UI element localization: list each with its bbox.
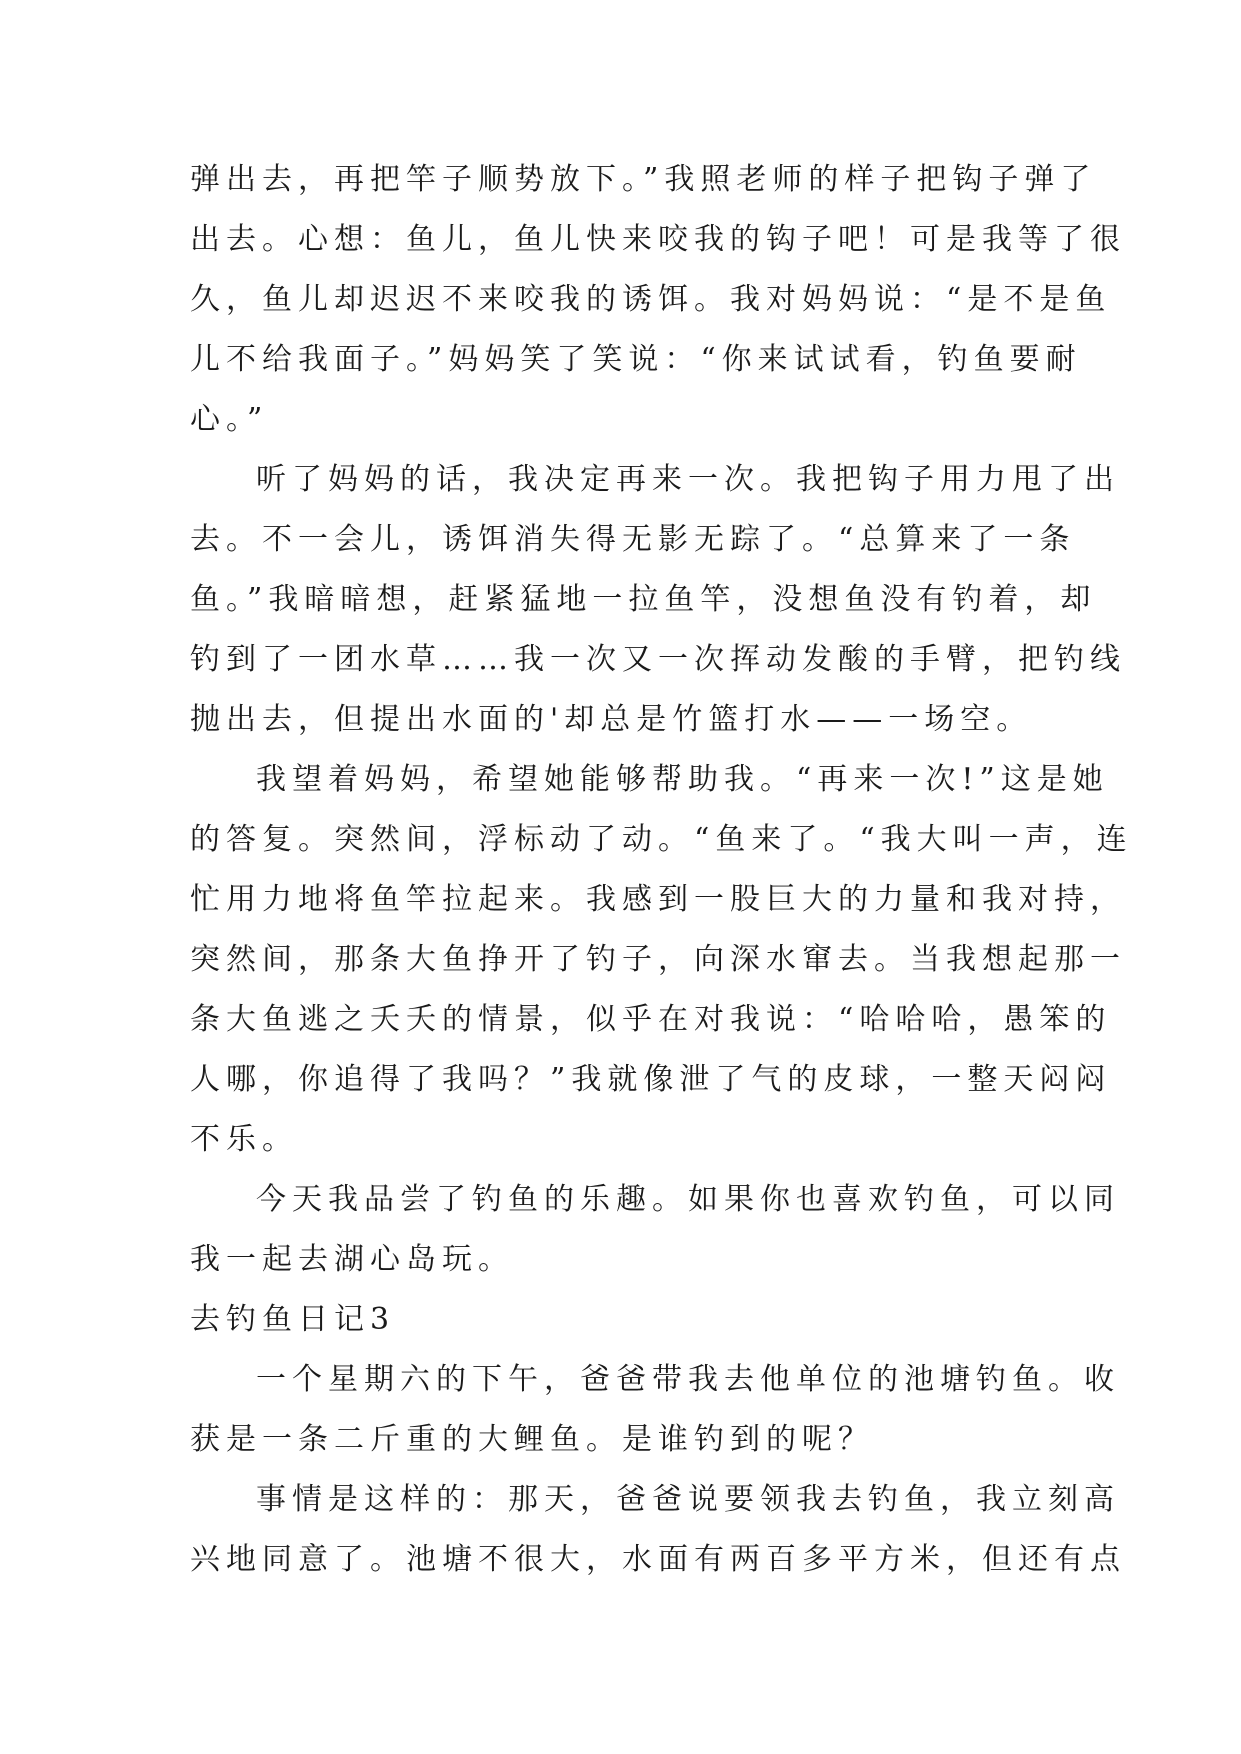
- text-line: 一个星期六的下午，爸爸带我去他单位的池塘钓鱼。收: [256, 1362, 1120, 1397]
- text-line: 人哪，你追得了我吗？”我就像泄了气的皮球，一整天闷闷: [190, 1062, 1112, 1097]
- text-line: 听了妈妈的话，我决定再来一次。我把钩子用力甩了出: [256, 462, 1120, 497]
- text-line: 心。”: [190, 402, 269, 437]
- text-line: 出去。心想：鱼儿，鱼儿快来咬我的钩子吧！可是我等了很: [190, 222, 1126, 257]
- text-line: 兴地同意了。池塘不很大，水面有两百多平方米，但还有点: [190, 1542, 1126, 1577]
- text-line: 今天我品尝了钓鱼的乐趣。如果你也喜欢钓鱼，可以同: [256, 1182, 1120, 1217]
- text-line: 突然间，那条大鱼挣开了钓子，向深水窜去。当我想起那一: [190, 942, 1126, 977]
- text-line: 久，鱼儿却迟迟不来咬我的诱饵。我对妈妈说：“是不是鱼: [190, 282, 1112, 317]
- text-line: 弹出去，再把竿子顺势放下。”我照老师的样子把钩子弹了: [190, 162, 1097, 197]
- text-line: 忙用力地将鱼竿拉起来。我感到一股巨大的力量和我对持，: [190, 882, 1126, 917]
- text-line: 获是一条二斤重的大鲤鱼。是谁钓到的呢？: [190, 1422, 874, 1457]
- text-line: 我一起去湖心岛玩。: [190, 1242, 514, 1277]
- text-line: 我望着妈妈，希望她能够帮助我。“再来一次!”这是她: [256, 762, 1109, 797]
- text-line: 儿不给我面子。”妈妈笑了笑说：“你来试试看，钓鱼要耐: [190, 342, 1082, 377]
- text-line: 去。不一会儿，诱饵消失得无影无踪了。“总算来了一条: [190, 522, 1076, 557]
- body-text: [190, 150, 1133, 1590]
- text-line: 去钓鱼日记3: [190, 1302, 396, 1337]
- text-line: 的答复。突然间，浮标动了动。“鱼来了。“我大叫一声，连: [190, 822, 1133, 857]
- text-line: 抛出去，但提出水面的'却总是竹篮打水——一场空。: [190, 702, 1033, 737]
- text-line: 钓到了一团水草……我一次又一次挥动发酸的手臂，把钓线: [190, 642, 1126, 677]
- text-line: 不乐。: [190, 1122, 298, 1157]
- text-line: 事情是这样的：那天，爸爸说要领我去钓鱼，我立刻高: [256, 1482, 1120, 1517]
- text-line: 条大鱼逃之夭夭的情景，似乎在对我说：“哈哈哈，愚笨的: [190, 1002, 1112, 1037]
- text-line: 鱼。”我暗暗想，赶紧猛地一拉鱼竿，没想鱼没有钓着，却: [190, 582, 1097, 617]
